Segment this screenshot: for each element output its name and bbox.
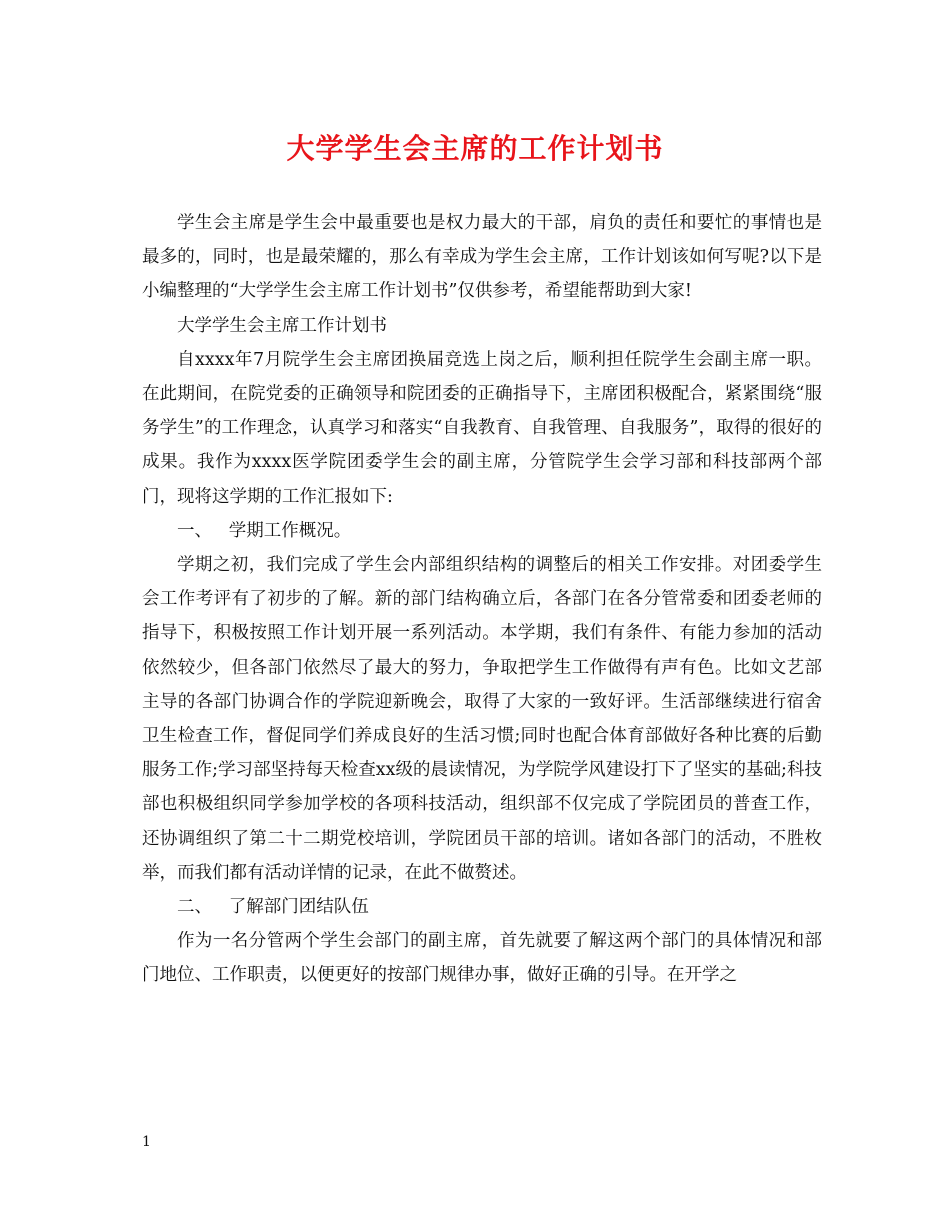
document-body xyxy=(142,206,822,993)
body-paragraph: 作为一名分管两个学生会部门的副主席，首先就要了解这两个部门的具体情况和部门地位、工作职责，以便更好的按部门规律办事，做好正确的引导。在开学之 xyxy=(142,931,822,986)
body-paragraph: 学期之初，我们完成了学生会内部组织结构的调整后的相关工作安排。对团委学生会工作考评有了初步的了解。新的部门结构确立后，各部门在各分管常委和团委老师的指导下，积极按照工作计划开展一系列活动。本学期，我们有条件、有能力参加的活动依然较少，但各部门依然尽了最大的努力，争取把学生工作做得有声有色。比如文艺部主导的各部门协调合作的学院迎新晚会，取得了大家的一致好评。生活部继续进行宿舍卫生检查工作，督促同学们养成良好的生活习惯;同时也配合体育部做好各种比赛的后勤服务工作;学习部坚持每天检查xx级的晨读情况，为学院学风建设打下了坚实的基础;科技部也积极组织同学参加学校的各项科技活动，组织部不仅完成了学院团员的普查工作，还协调组织了第二十二期党校培训，学院团员干部的培训。诸如各部门的活动，不胜枚举，而我们都有活动详情的记录，在此不做赘述。 xyxy=(142,555,822,883)
section-heading: 二、 了解部门团结队伍 xyxy=(177,897,369,918)
document-title: 大学学生会主席的工作计划书 xyxy=(286,132,664,165)
intro-paragraph: 学生会主席是学生会中最重要也是权力最大的干部，肩负的责任和要忙的事情也是最多的，同时，也是最荣耀的，那么有幸成为学生会主席，工作计划该如何写呢?以下是小编整理的“大学学生会主席工作计划书”仅供参考，希望能帮助到大家! xyxy=(142,213,822,302)
body-paragraph: 自xxxx年7月院学生会主席团换届竞选上岗之后，顺利担任院学生会副主席一职。在此期间，在院党委的正确领导和院团委的正确指导下，主席团积极配合，紧紧围绕“服务学生”的工作理念，认真学习和落实“自我教育、自我管理、自我服务”，取得的很好的成果。我作为xxxx医学院团委学生会的副主席，分管院学生会学习部和科技部两个部门，现将这学期的工作汇报如下: xyxy=(142,349,822,507)
page-number: 1 xyxy=(142,1134,151,1150)
section-heading: 一、 学期工作概况。 xyxy=(177,520,352,541)
subtitle-line: 大学学生会主席工作计划书 xyxy=(177,315,387,336)
